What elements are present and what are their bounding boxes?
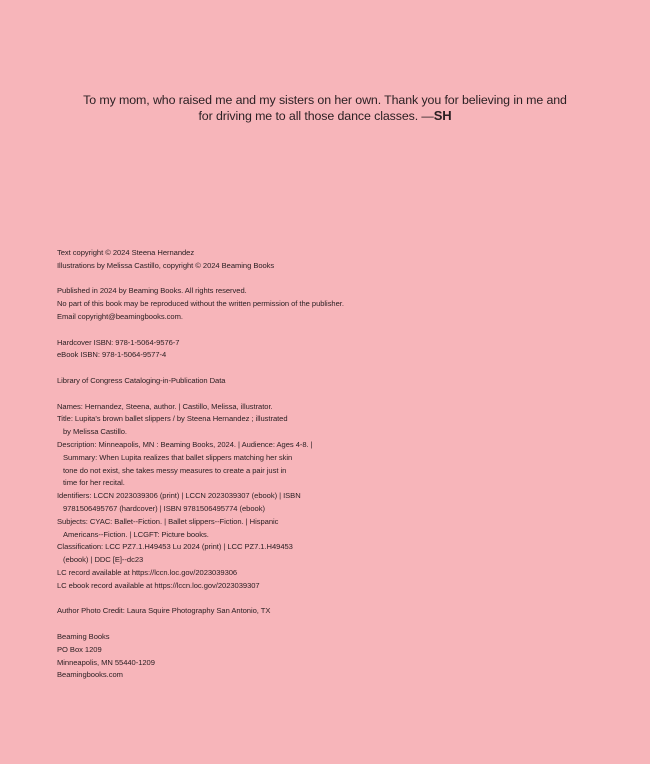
cip-subjects-cont: Americans--Fiction. | LCGFT: Picture books.	[63, 529, 209, 539]
dedication-line-1: To my mom, who raised me and my sisters on her own. Thank you for believing in me and	[83, 93, 567, 107]
reproduction-notice: No part of this book may be reproduced without the written permission of the publisher.	[57, 299, 344, 309]
dedication-line-2	[60, 108, 590, 124]
cip-description: Description: Minneapolis, MN : Beaming Books, 2024. | Audience: Ages 4-8. |	[57, 439, 313, 449]
publisher-po-box: PO Box 1209	[57, 644, 102, 654]
cip-names: Names: Hernandez, Steena, author. | Castillo, Melissa, illustrator.	[57, 401, 273, 411]
cip-summary: Summary: When Lupita realizes that ballet slippers matching her skin	[63, 452, 293, 462]
illustrations-copyright: Illustrations by Melissa Castillo, copyright © 2024 Beaming Books	[57, 260, 275, 270]
author-photo-credit: Author Photo Credit: Laura Squire Photography San Antonio, TX	[57, 606, 271, 616]
cip-summary-cont-2: time for her recital.	[63, 478, 125, 488]
text-copyright: Text copyright © 2024 Steena Hernandez	[57, 248, 195, 257]
lc-ebook-record-link: LC ebook record available at https://lccn.loc.gov/2023039307	[57, 580, 260, 590]
cip-identifiers: Identifiers: LCCN 2023039306 (print) | LCCN 2023039307 (ebook) | ISBN	[57, 491, 301, 501]
cip-heading: Library of Congress Cataloging-in-Publication Data	[57, 375, 226, 385]
author-initials: SH	[433, 108, 452, 123]
copyright-page	[57, 247, 617, 682]
published-statement: Published in 2024 by Beaming Books. All rights reserved.	[57, 286, 247, 296]
cip-identifiers-cont: 9781506495767 (hardcover) | ISBN 9781506495774 (ebook)	[63, 503, 265, 513]
email-contact: Email copyright@beamingbooks.com.	[57, 311, 183, 321]
cip-classification-cont: (ebook) | DDC [E]--dc23	[63, 555, 144, 565]
publisher-name: Beaming Books	[57, 631, 110, 641]
ebook-isbn: eBook ISBN: 978-1-5064-9577-4	[57, 350, 167, 360]
dedication	[60, 92, 590, 124]
dedication-line-2-text: for driving me to all those dance classes. —	[198, 109, 434, 123]
lc-record-link: LC record available at https://lccn.loc.gov/2023039306	[57, 567, 238, 577]
cip-title: Title: Lupita's brown ballet slippers / by Steena Hernandez ; illustrated	[57, 414, 288, 424]
publisher-website: Beamingbooks.com	[57, 670, 123, 680]
cip-subjects: Subjects: CYAC: Ballet--Fiction. | Ballet slippers--Fiction. | Hispanic	[57, 516, 279, 526]
cip-title-cont: by Melissa Castillo.	[63, 427, 127, 437]
cip-classification: Classification: LCC PZ7.1.H49453 Lu 2024 (print) | LCC PZ7.1.H49453	[57, 542, 293, 552]
hardcover-isbn: Hardcover ISBN: 978-1-5064-9576-7	[57, 337, 180, 347]
publisher-city: Minneapolis, MN 55440-1209	[57, 657, 155, 667]
cip-summary-cont-1: tone do not exist, she takes messy measures to create a pair just in	[63, 465, 287, 475]
